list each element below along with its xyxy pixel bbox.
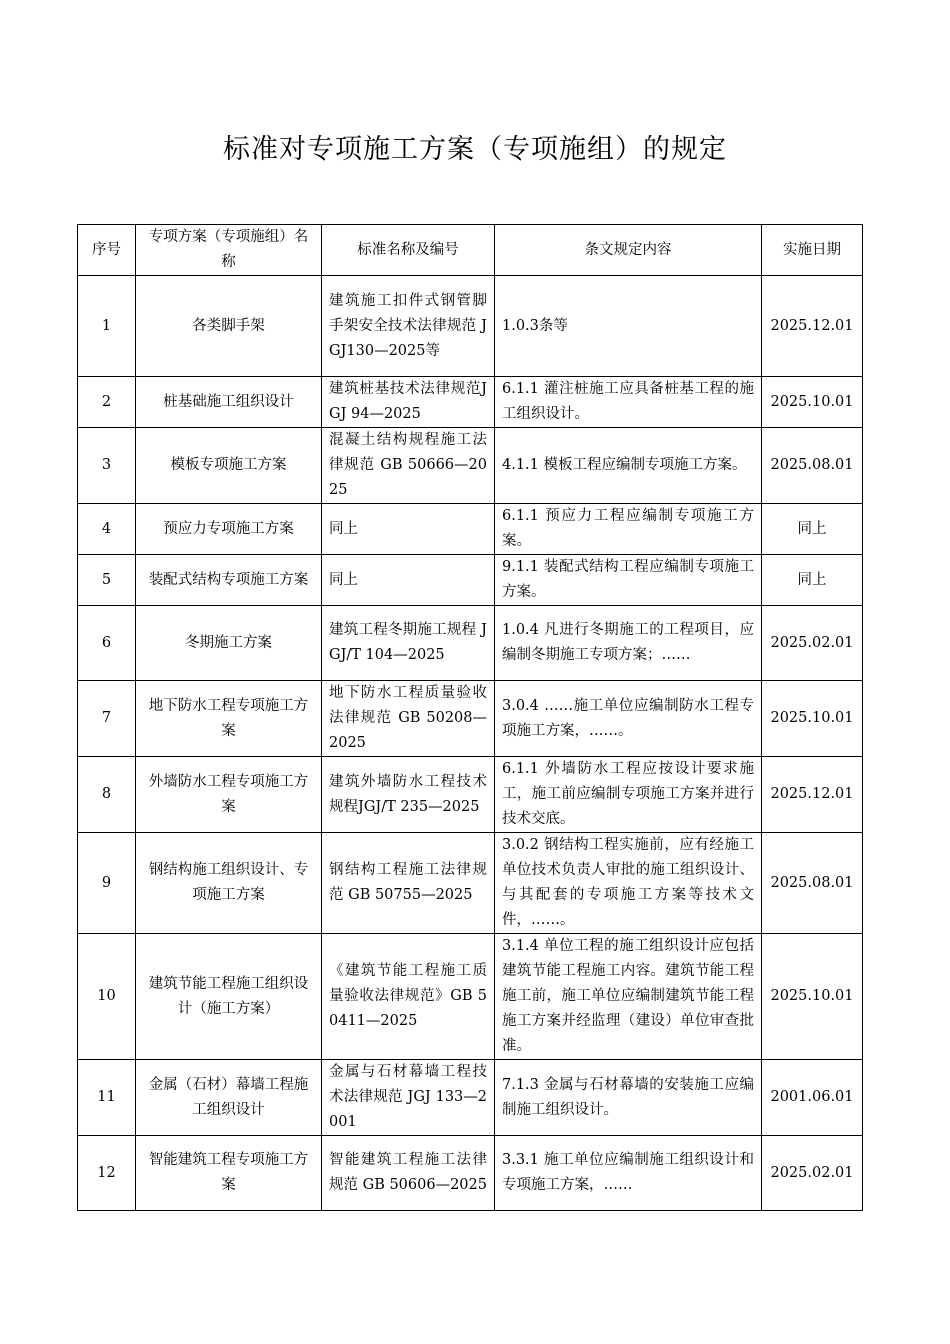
- cell-clause: 3.1.4 单位工程的施工组织设计应包括建筑节能工程施工内容。建筑节能工程施工前，施工单位应编制建筑节能工程施工方案并经监理（建设）单位审查批准。: [495, 934, 762, 1060]
- cell-clause: 7.1.3 金属与石材幕墙的安装施工应编制施工组织设计。: [495, 1060, 762, 1136]
- cell-seq: 9: [78, 833, 136, 934]
- cell-date: 2025.08.01: [762, 833, 863, 934]
- cell-standard: 建筑外墙防水工程技术规程JGJ/T 235—2025: [322, 757, 495, 833]
- cell-clause: 1.0.3条等: [495, 276, 762, 377]
- table-row: [78, 1060, 863, 1136]
- cell-clause: 6.1.1 预应力工程应编制专项施工方案。: [495, 504, 762, 555]
- cell-date: 2025.02.01: [762, 606, 863, 681]
- cell-clause: 9.1.1 装配式结构工程应编制专项施工方案。: [495, 555, 762, 606]
- cell-seq: 5: [78, 555, 136, 606]
- cell-date: 2025.02.01: [762, 1136, 863, 1211]
- cell-clause: 6.1.1 灌注桩施工应具备桩基工程的施工组织设计。: [495, 377, 762, 428]
- cell-seq: 10: [78, 934, 136, 1060]
- cell-date: 同上: [762, 504, 863, 555]
- cell-standard: 钢结构工程施工法律规范 GB 50755—2025: [322, 833, 495, 934]
- cell-plan-name: 冬期施工方案: [136, 606, 322, 681]
- cell-standard: 混凝土结构规程施工法律规范 GB 50666—2025: [322, 428, 495, 504]
- table-row: [78, 504, 863, 555]
- cell-date: 2025.08.01: [762, 428, 863, 504]
- table-row: [78, 681, 863, 757]
- cell-plan-name: 模板专项施工方案: [136, 428, 322, 504]
- cell-plan-name: 各类脚手架: [136, 276, 322, 377]
- cell-seq: 1: [78, 276, 136, 377]
- header-date: 实施日期: [762, 225, 863, 276]
- cell-date: 2025.12.01: [762, 757, 863, 833]
- table-row: [78, 428, 863, 504]
- table-row: [78, 1136, 863, 1211]
- cell-clause: 3.3.1 施工单位应编制施工组织设计和专项施工方案，……: [495, 1136, 762, 1211]
- cell-seq: 12: [78, 1136, 136, 1211]
- table-row: [78, 377, 863, 428]
- table-row: [78, 555, 863, 606]
- cell-plan-name: 钢结构施工组织设计、专项施工方案: [136, 833, 322, 934]
- cell-plan-name: 装配式结构专项施工方案: [136, 555, 322, 606]
- cell-clause: 1.0.4 凡进行冬期施工的工程项目，应编制冬期施工专项方案；……: [495, 606, 762, 681]
- cell-seq: 3: [78, 428, 136, 504]
- cell-seq: 6: [78, 606, 136, 681]
- cell-plan-name: 地下防水工程专项施工方案: [136, 681, 322, 757]
- cell-seq: 8: [78, 757, 136, 833]
- table-row: [78, 276, 863, 377]
- cell-standard: 建筑施工扣件式钢管脚手架安全技术法律规范 JGJ130—2025等: [322, 276, 495, 377]
- table-row: [78, 757, 863, 833]
- cell-standard: 智能建筑工程施工法律规范 GB 50606—2025: [322, 1136, 495, 1211]
- regulation-table: [77, 224, 863, 1211]
- cell-seq: 2: [78, 377, 136, 428]
- cell-standard: 《建筑节能工程施工质量验收法律规范》GB 50411—2025: [322, 934, 495, 1060]
- header-clause: 条文规定内容: [495, 225, 762, 276]
- table-row: [78, 606, 863, 681]
- cell-standard: 金属与石材幕墙工程技术法律规范 JGJ 133—2001: [322, 1060, 495, 1136]
- cell-plan-name: 预应力专项施工方案: [136, 504, 322, 555]
- cell-standard: 建筑桩基技术法律规范JGJ 94—2025: [322, 377, 495, 428]
- cell-date: 同上: [762, 555, 863, 606]
- header-plan-name: 专项方案（专项施组）名 称: [136, 225, 322, 276]
- cell-seq: 7: [78, 681, 136, 757]
- cell-standard: 建筑工程冬期施工规程 JGJ/T 104—2025: [322, 606, 495, 681]
- cell-plan-name: 智能建筑工程专项施工方案: [136, 1136, 322, 1211]
- cell-standard: 同上: [322, 504, 495, 555]
- cell-standard: 地下防水工程质量验收法律规范 GB 50208—2025: [322, 681, 495, 757]
- cell-seq: 4: [78, 504, 136, 555]
- cell-plan-name: 桩基础施工组织设计: [136, 377, 322, 428]
- cell-clause: 3.0.4 ……施工单位应编制防水工程专项施工方案，……。: [495, 681, 762, 757]
- cell-date: 2001.06.01: [762, 1060, 863, 1136]
- header-seq: 序号: [78, 225, 136, 276]
- cell-date: 2025.10.01: [762, 934, 863, 1060]
- cell-clause: 4.1.1 模板工程应编制专项施工方案。: [495, 428, 762, 504]
- table-row: [78, 833, 863, 934]
- cell-clause: 3.0.2 钢结构工程实施前，应有经施工单位技术负责人审批的施工组织设计、与其配套的专项施工方案等技术文件，……。: [495, 833, 762, 934]
- cell-seq: 11: [78, 1060, 136, 1136]
- cell-plan-name: 建筑节能工程施工组织设计（施工方案）: [136, 934, 322, 1060]
- cell-plan-name: 外墙防水工程专项施工方案: [136, 757, 322, 833]
- cell-date: 2025.12.01: [762, 276, 863, 377]
- page-title: 标准对专项施工方案（专项施组）的规定: [223, 134, 727, 165]
- table-row: [78, 934, 863, 1060]
- cell-plan-name: 金属（石材）幕墙工程施工组织设计: [136, 1060, 322, 1136]
- header-standard: 标准名称及编号: [322, 225, 495, 276]
- cell-date: 2025.10.01: [762, 681, 863, 757]
- table-header-row: [78, 225, 863, 276]
- cell-date: 2025.10.01: [762, 377, 863, 428]
- cell-clause: 6.1.1 外墙防水工程应按设计要求施工，施工前应编制专项施工方案并进行技术交底。: [495, 757, 762, 833]
- cell-standard: 同上: [322, 555, 495, 606]
